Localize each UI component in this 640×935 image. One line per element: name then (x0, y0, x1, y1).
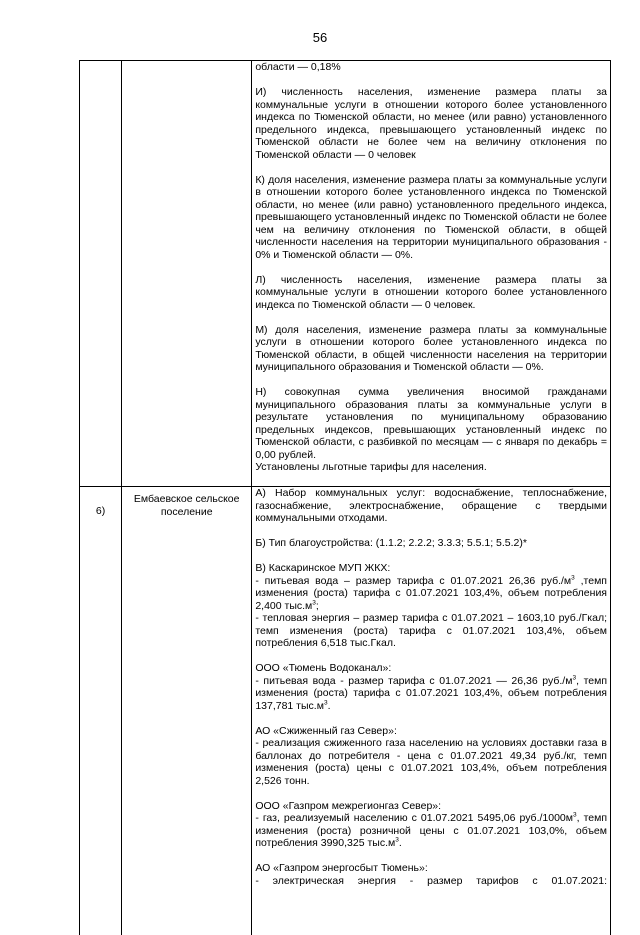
paragraph: области — 0,18% (255, 61, 607, 74)
row-content-cell (252, 487, 611, 935)
section-gazprom-energosbyt (255, 862, 607, 887)
paragraph-n: Н) совокупная сумма увеличения вносимой гражданами муниципального образования платы за коммунальные услуги в результате установления по муниципальному образованию предельных индексов, превышающих установленный индекс по Тюменской области, с разбивкой по месяцам — с января по декабрь = 0,00 рублей. (255, 386, 607, 461)
section-title: АО «Газпром энергосбыт Тюмень»: (255, 862, 607, 875)
row-number-cell (80, 61, 122, 487)
section-title: ООО «Тюмень Водоканал»: (255, 662, 607, 675)
settlement-cell: Ембаевское сельское поселение (122, 487, 252, 935)
gas-price-line: - газ, реализуемый населению с 01.07.2021 5495,06 $руб./1000м^3$, темп изменения (роста) розничной цены с 01.07.2021 103,0%, объем потребления 3990,325 $тыс.м^3$. (255, 812, 607, 849)
section-title: В) Каскаринское МУП ЖКХ: (255, 562, 607, 575)
section-kaskarinskoe (255, 562, 607, 650)
section-title: АО «Сжиженный газ Север»: (255, 725, 607, 738)
row-number-cell: 6) (80, 487, 122, 935)
section-gazprom-mezhregiongaz (255, 800, 607, 850)
section-tyumen-vodokanal (255, 662, 607, 712)
table-row (80, 487, 611, 935)
paragraph-l: Л) численность населения, изменение размера платы за коммунальные услуги в отношении которого более установленного индекса по Тюменской области — 0 человек. (255, 274, 607, 312)
settlement-cell (122, 61, 252, 487)
section-liquefied-gas (255, 725, 607, 788)
water-tariff-line: - питьевая вода - размер тарифа с 01.07.2021 — 26,36 $руб./м^3$, темп изменения (роста) тарифа с 01.07.2021 103,4%, объем потребления 137,781 $тыс.м^3$. (255, 675, 607, 712)
paragraph-a: А) Набор коммунальных услуг: водоснабжение, теплоснабжение, газоснабжение, электроснабжение, обращение с твердыми коммунальными отходами. (255, 487, 607, 525)
electricity-tariff-line: - электрическая энергия - размер тарифов с 01.07.2021: (255, 875, 607, 888)
water-tariff-line: - питьевая вода – размер тарифа с 01.07.2021 26,36 $руб./м^3$ ,темп изменения (роста) тарифа с 01.07.2021 103,4%, объем потребления 2,400 $тыс.м^3$; (255, 575, 607, 612)
row-content-cell (252, 61, 611, 487)
table-row (80, 61, 611, 487)
paragraph-b: Б) Тип благоустройства: (1.1.2; 2.2.2; 3.3.3; 5.5.1; 5.5.2)* (255, 537, 607, 550)
tariff-table (79, 60, 611, 935)
gas-price-line: - реализация сжиженного газа населению на условиях доставки газа в баллонах до потребителя - цена с 01.07.2021 49,34 руб./кг, темп изменения (роста) цены с 01.07.2021 103,4%, объем потребления 2,526 тонн. (255, 737, 607, 787)
heat-tariff-line: - тепловая энергия – размер тарифа с 01.07.2021 – 1603,10 руб./Гкал; темп изменения (роста) тарифа с 01.07.2021 103,4%, объем потребления 6,518 тыс.Гкал. (255, 612, 607, 649)
paragraph-footer: Установлены льготные тарифы для населения. (255, 461, 607, 474)
paragraph-i: И) численность населения, изменение размера платы за коммунальные услуги в отношении которого более установленного индекса по Тюменской области, но менее (или равно) установленного предельного индекса, превышающего установленный индекс по Тюменской области не более чем на величину отклонения по Тюменской области — 0 человек (255, 86, 607, 161)
section-title: ООО «Газпром межрегионгаз Север»: (255, 800, 607, 813)
paragraph-k: К) доля населения, изменение размера платы за коммунальные услуги в отношении которого более установленного индекса по Тюменской области, но менее (или равно) установленного предельного индекса, превышающего установленный индекс по Тюменской области не более чем на величину отклонения по Тюменской области, в общей численности населения на территории муниципального образования - 0% и Тюменской области — 0%. (255, 174, 607, 262)
page-number: 56 (0, 30, 640, 45)
paragraph-m: М) доля населения, изменение размера платы за коммунальные услуги в отношении которого более установленного индекса по Тюменской области, в общей численности населения на территории муниципального образования и Тюменской области — 0%. (255, 324, 607, 374)
